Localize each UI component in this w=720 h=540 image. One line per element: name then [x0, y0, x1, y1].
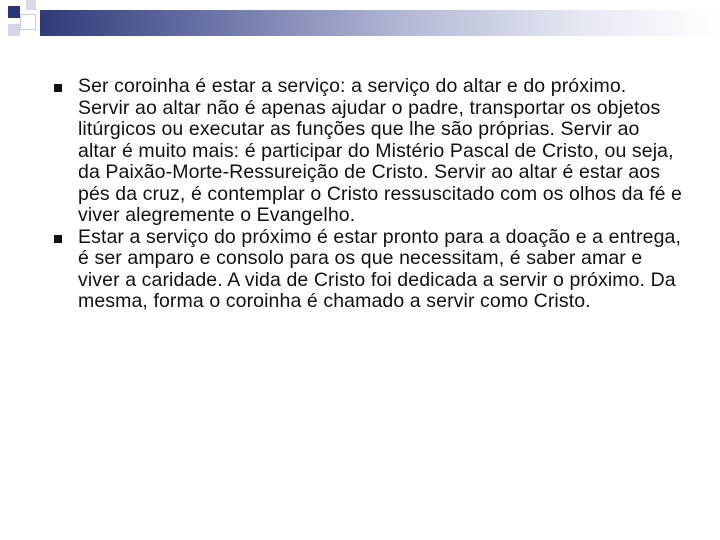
header-gradient-band [40, 10, 720, 36]
bullet-text: Estar a serviço do próximo é estar pronto para a doação e a entrega, é ser amparo e consolo para os que necessitam, é saber amar e viver a caridade. A vida de Cristo foi dedicada a servir o próximo. Da mesma, forma o coroinha é chamado a servir como Cristo. [78, 225, 681, 312]
bullet-item [52, 76, 682, 227]
square-bullet-icon [54, 235, 62, 243]
decorative-square [8, 24, 20, 36]
decorative-square [20, 14, 36, 30]
decorative-square [26, 0, 36, 10]
slide-body [52, 76, 682, 313]
decorative-square [8, 6, 20, 18]
square-bullet-icon [54, 84, 62, 92]
bullet-item [52, 227, 682, 313]
bullet-text: Ser coroinha é estar a serviço: a serviço do altar e do próximo. Servir ao altar não é apenas ajudar o padre, transportar os objetos litúrgicos ou executar as funções que lhe são próprias. Servir ao altar é muito mais: é participar do Mistério Pascal de Cristo, ou seja, da Paixão-Morte-Ressureição de Cristo. Servir ao altar é estar aos pés da cruz, é contemplar o Cristo ressuscitado com os olhos da fé e viver alegremente o Evangelho. [78, 75, 683, 226]
